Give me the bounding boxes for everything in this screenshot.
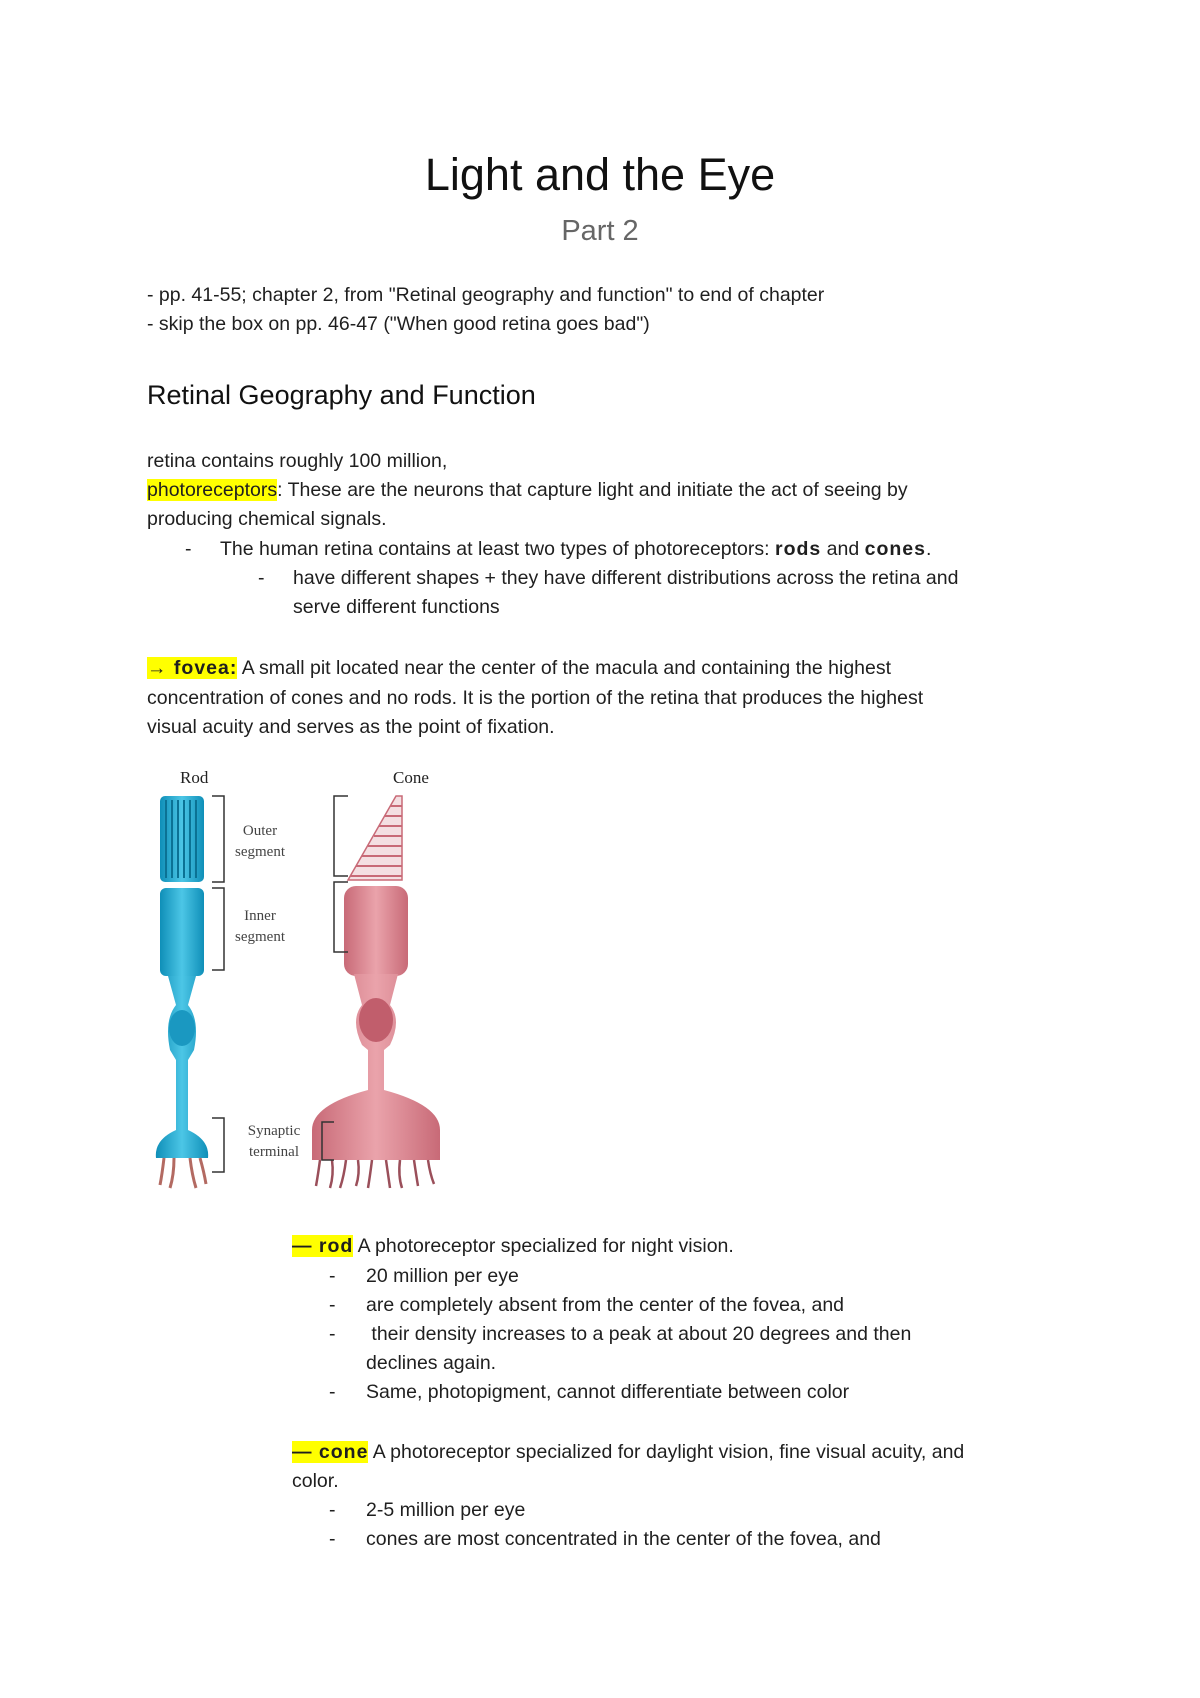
inner-label-l1: Inner: [244, 908, 276, 924]
rods-term: rods: [774, 538, 822, 560]
photoreceptors-term: photoreceptors: [147, 479, 278, 501]
inner-label-l2: segment: [235, 929, 285, 945]
cones-term: cones: [864, 538, 926, 560]
cone-inner-segment: [344, 886, 408, 976]
synaptic-label-l1: Synaptic: [247, 1123, 301, 1139]
rod-bullet-dash-2: -: [329, 1294, 336, 1316]
cone-bullet-1: 2-5 million per eye: [366, 1499, 526, 1521]
rod-bullet-3-cont: declines again.: [366, 1352, 497, 1374]
sub-bullet-dash: -: [258, 567, 265, 589]
rod-label: Rod: [180, 768, 209, 787]
fovea-line1: A small pit located near the center of the macula and containing the highest: [237, 657, 892, 679]
rod-bullet-2: are completely absent from the center of the fovea, and: [366, 1294, 845, 1316]
rod-bullet-dash-4: -: [329, 1381, 336, 1403]
fovea-definition: [147, 654, 891, 682]
rod-definition: [292, 1232, 734, 1260]
rod-bullet-1: 20 million per eye: [366, 1265, 519, 1287]
photoreceptors-def-line2: producing chemical signals.: [147, 508, 387, 530]
intro-line: retina contains roughly 100 million,: [147, 450, 448, 472]
synaptic-label-l2: terminal: [249, 1144, 299, 1160]
fovea-line3: visual acuity and serves as the point of fixation.: [147, 716, 555, 738]
outer-label-l1: Outer: [242, 823, 278, 839]
rod-bullet-3: their density increases to a peak at about 20 degrees and then: [366, 1323, 912, 1345]
rod-bullet-4: Same, photopigment, cannot differentiate between color: [366, 1381, 850, 1403]
rod-bullet-dash-1: -: [329, 1265, 336, 1287]
cone-term: — cone: [292, 1441, 369, 1463]
photoreceptors-definition: [147, 476, 908, 504]
page-subtitle: Part 2: [561, 215, 639, 247]
fovea-line2: concentration of cones and no rods. It is the portion of the retina that produces the highest: [147, 687, 924, 709]
sub-bullet-line1: have different shapes + they have different distributions across the retina and: [293, 567, 959, 589]
cone-bullet-2: cones are most concentrated in the center of the fovea, and: [366, 1528, 881, 1550]
cone-definition: [292, 1438, 964, 1466]
fovea-term: → fovea:: [147, 657, 238, 679]
cone-nucleus: [359, 998, 393, 1042]
page-title: Light and the Eye: [424, 149, 776, 200]
cone-def-text: A photoreceptor specialized for daylight vision, fine visual acuity, and: [368, 1441, 965, 1463]
bullet-text: The human retina contains at least two types of photoreceptors:: [220, 538, 775, 560]
bullet-and: and: [821, 538, 865, 560]
section-heading: Retinal Geography and Function: [147, 380, 536, 410]
cone-outer-segment: [348, 796, 402, 880]
outer-label-l2: segment: [235, 844, 285, 860]
rod-cell: [156, 796, 208, 1188]
rod-inner-segment: [160, 888, 204, 976]
sub-bullet-line2: serve different functions: [293, 596, 500, 618]
photoreceptors-def-line1: : These are the neurons that capture light and initiate the act of seeing by: [277, 479, 908, 501]
cone-cell: [312, 796, 440, 1188]
reading-line-1: - pp. 41-55; chapter 2, from "Retinal geography and function" to end of chapter: [147, 284, 825, 306]
reading-line-2: - skip the box on pp. 46-47 ("When good retina goes bad"): [147, 313, 650, 335]
rod-bullet-dash-3: -: [329, 1323, 336, 1345]
cone-def-line2: color.: [292, 1470, 339, 1492]
cone-bullet-dash-1: -: [329, 1499, 336, 1521]
bullet-period: .: [925, 538, 932, 560]
rod-nucleus: [169, 1010, 195, 1046]
bullet-rods-cones: [220, 535, 931, 563]
bullet-dash: -: [185, 538, 192, 560]
rod-cone-figure: [140, 760, 500, 1200]
cone-label: Cone: [393, 768, 429, 787]
rod-def-text: A photoreceptor specialized for night vision.: [353, 1235, 734, 1257]
rod-term: — rod: [292, 1235, 354, 1257]
cone-bullet-dash-2: -: [329, 1528, 336, 1550]
